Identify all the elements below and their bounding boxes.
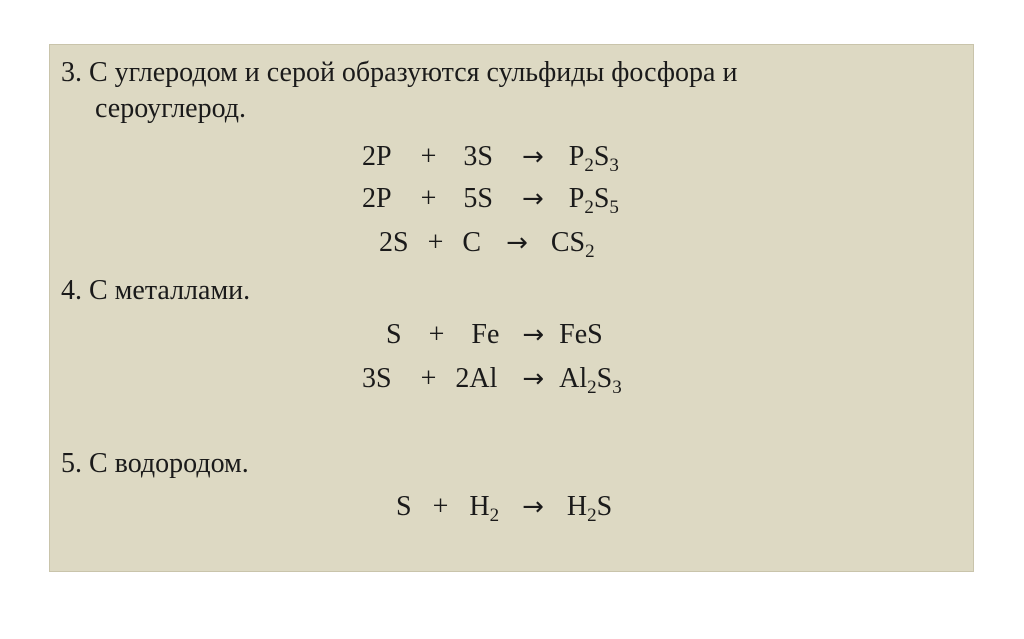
plus-sign: + (432, 491, 449, 522)
equation-h2s (396, 491, 613, 526)
product: $P_2S_3$ (568, 141, 619, 176)
product: $P_2S_5$ (568, 183, 619, 218)
reactant-1: S (386, 319, 402, 350)
reactant-1: 2P (362, 183, 392, 214)
equation-p2s5 (362, 183, 619, 218)
plus-sign: + (428, 319, 445, 350)
equation-fes (386, 321, 603, 349)
reactant-2: $H_2$ (469, 491, 500, 526)
item5-heading: 5. С водородом. (61, 448, 249, 479)
equation-al2s3 (362, 363, 622, 398)
arrow-icon: → (521, 184, 544, 214)
arrow-icon: → (521, 142, 544, 172)
reactant-1: 2S (379, 227, 409, 258)
reactant-2: C (462, 227, 482, 258)
reactant-1: S (396, 491, 412, 522)
item4-heading: 4. С металлами. (61, 275, 251, 306)
product: FeS (559, 319, 603, 350)
reactant-1: 3S (362, 363, 392, 394)
plus-sign: + (420, 141, 437, 172)
product: $CS_2$ (550, 227, 595, 262)
product: $Al_2S_3$ (559, 363, 622, 398)
reactant-2: 3S (463, 141, 493, 172)
item3-heading-line2: сероуглерод. (95, 93, 247, 124)
equation-cs2 (379, 227, 595, 262)
arrow-icon: → (522, 492, 544, 522)
equation-p2s3 (362, 141, 619, 176)
item3-heading-line1: 3. С углеродом и серой образуются сульфиды фосфора и (61, 57, 738, 88)
product: $H_2S$ (566, 491, 613, 526)
slide-content-box (49, 44, 974, 572)
arrow-icon: → (522, 320, 545, 350)
arrow-icon: → (506, 228, 528, 258)
reactant-1: 2P (362, 141, 392, 172)
plus-sign: + (420, 363, 437, 394)
reactant-2: Fe (471, 319, 500, 350)
plus-sign: + (427, 227, 444, 258)
reactant-2: 5S (463, 183, 493, 214)
reactant-2: 2Al (455, 363, 498, 394)
plus-sign: + (420, 183, 437, 214)
arrow-icon: → (522, 364, 545, 394)
